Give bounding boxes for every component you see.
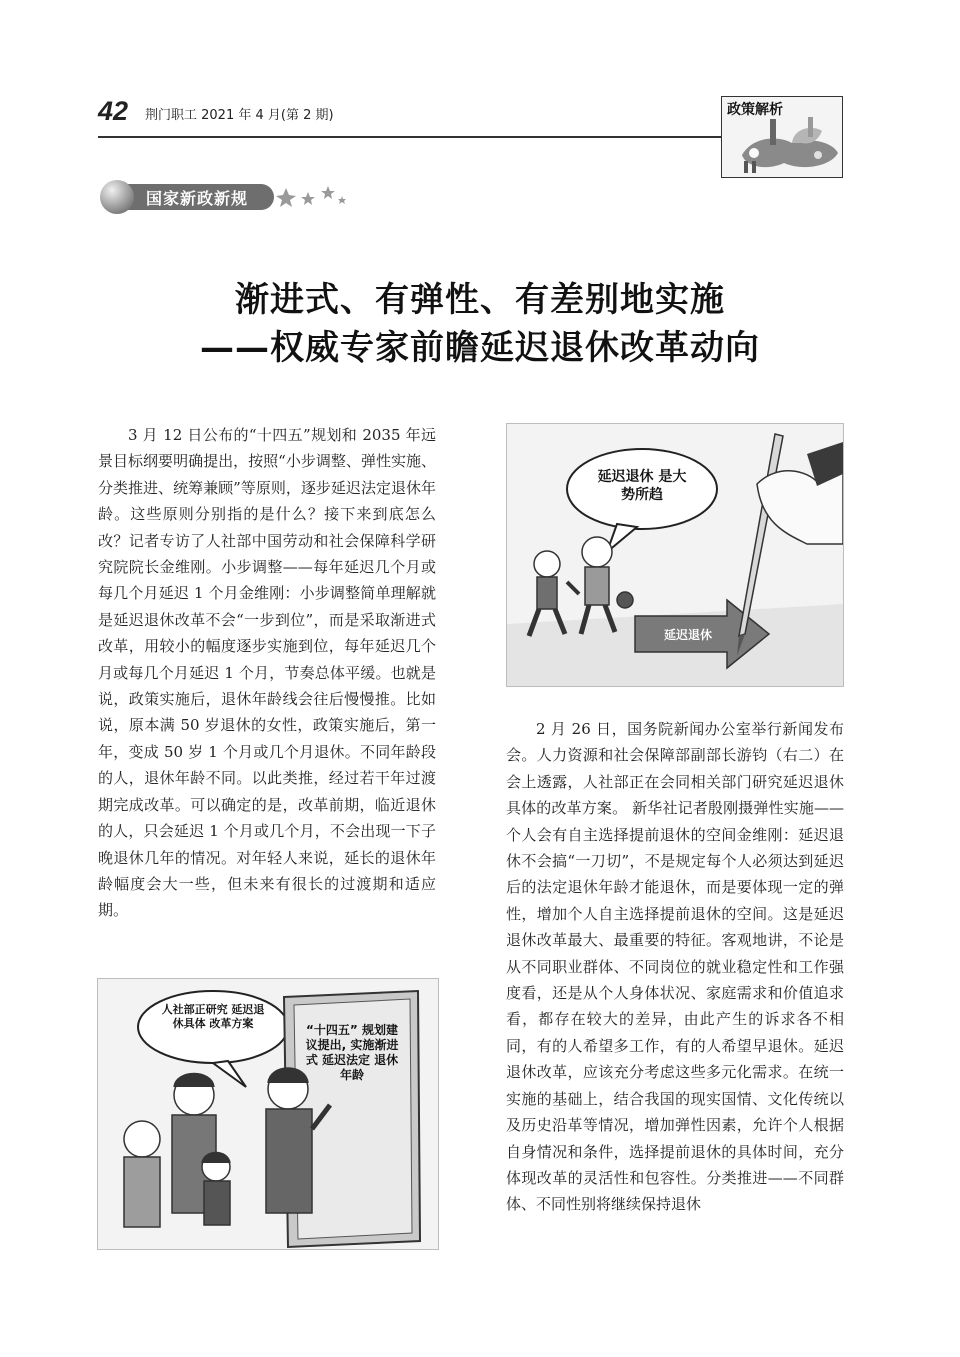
cartoon-family-book-illustration	[98, 979, 438, 1249]
illustration-reform-plan	[97, 978, 439, 1250]
book-cover-text: “十四五” 规划建议提出, 实施渐进式 延迟法定 退休年龄	[305, 1023, 399, 1082]
bubble-text-reform-plan: 人社部正研究 延迟退休具体 改革方案	[161, 1003, 265, 1030]
illustration-retirement-trend	[506, 423, 844, 687]
page-number: 42	[98, 96, 129, 126]
article-subtitle: ——权威专家前瞻延迟退休改革动向	[200, 328, 760, 368]
article-title: 渐进式、有弹性、有差别地实施	[235, 280, 725, 320]
body-text-right: 2 月 26 日，国务院新闻办公室举行新闻发布会。人力资源和社会保障部副部长游钧（右二）在会上透露，人社部正在会同相关部门研究延迟退休具体的改革方案。 新华社记者殷刚摄弹性实施——个人会有自主选择提前退休的空间金维刚：延迟退休不会搞“一刀切”，不是规定每个人必须达到延迟后的法定退休年龄才能退休，而是要体现一定的弹性，增加个人自主选择提前退休的空间。这是延迟退休改革最大、最重要的特征。客观地讲，不论是从不同职业群体、不同岗位的就业稳定性和工作强度看，还是从个人身体状况、家庭需求和价值追求看，都存在较大的差异，由此产生的诉求各不相同，有的人希望多工作，有的人希望早退休。延迟退休改革，应该充分考虑这些多元化需求。在统一实施的基础上，结合我国的现实国情、文化传统以及历史沿革等情况，增加弹性因素，允许个人根据自身情况和条件，选择提前退休的具体时间，充分体现改革的灵活性和包容性。分类推进——不同群体、不同性别将继续保持退休	[506, 720, 844, 1214]
section-tag-ball-icon	[100, 180, 134, 214]
arrow-label-delay-retirement: 延迟退休	[663, 628, 712, 642]
cartoon-pen-arrow-illustration	[507, 424, 843, 686]
bubble-text-retirement-trend: 延迟退休 是大势所趋	[597, 469, 687, 503]
body-text-left: 3 月 12 日公布的“十四五”规划和 2035 年远景目标纲要明确提出，按照“小步调整、弹性实施、分类推进、统筹兼顾”等原则，逐步延迟法定退休年龄。这些原则分别指的是什么？接下来到底怎么改？记者专访了人社部中国劳动和社会保障科学研究院院长金维刚。小步调整——每年延迟几个月或每几个月延迟 1 个月金维刚：小步调整简单理解就是延迟退休改革不会“一步到位”，而是采取渐进式改革，用较小的幅度逐步实施到位，每年延迟几个月或每几个月延迟 1 个月，节奏总体平缓。也就是说，政策实施后，退休年龄线会往后慢慢推。比如说，原本满 50 岁退休的女性，政策实施后，第一年，变成 50 岁 1 个月或几个月退休。不同年龄段的人，退休年龄不同。以此类推，经过若干年过渡期完成改革。可以确定的是，改革前期，临近退休的人，只会延迟 1 个月或几个月，不会出现一下子晚退休几年的情况。对年轻人来说，延长的退休年龄幅度会大一些，但未来有很长的过渡期和适应期。	[98, 426, 436, 920]
publication-info: 荆门职工 2021 年 4 月(第 2 期)	[145, 108, 334, 123]
column-badge	[721, 96, 843, 178]
column-badge-label: 政策解析	[727, 102, 783, 118]
section-tag	[100, 180, 360, 214]
section-tag-label: 国家新政新规	[146, 189, 249, 208]
header-rule	[98, 136, 723, 138]
sparkle-decoration-icon	[276, 182, 356, 212]
